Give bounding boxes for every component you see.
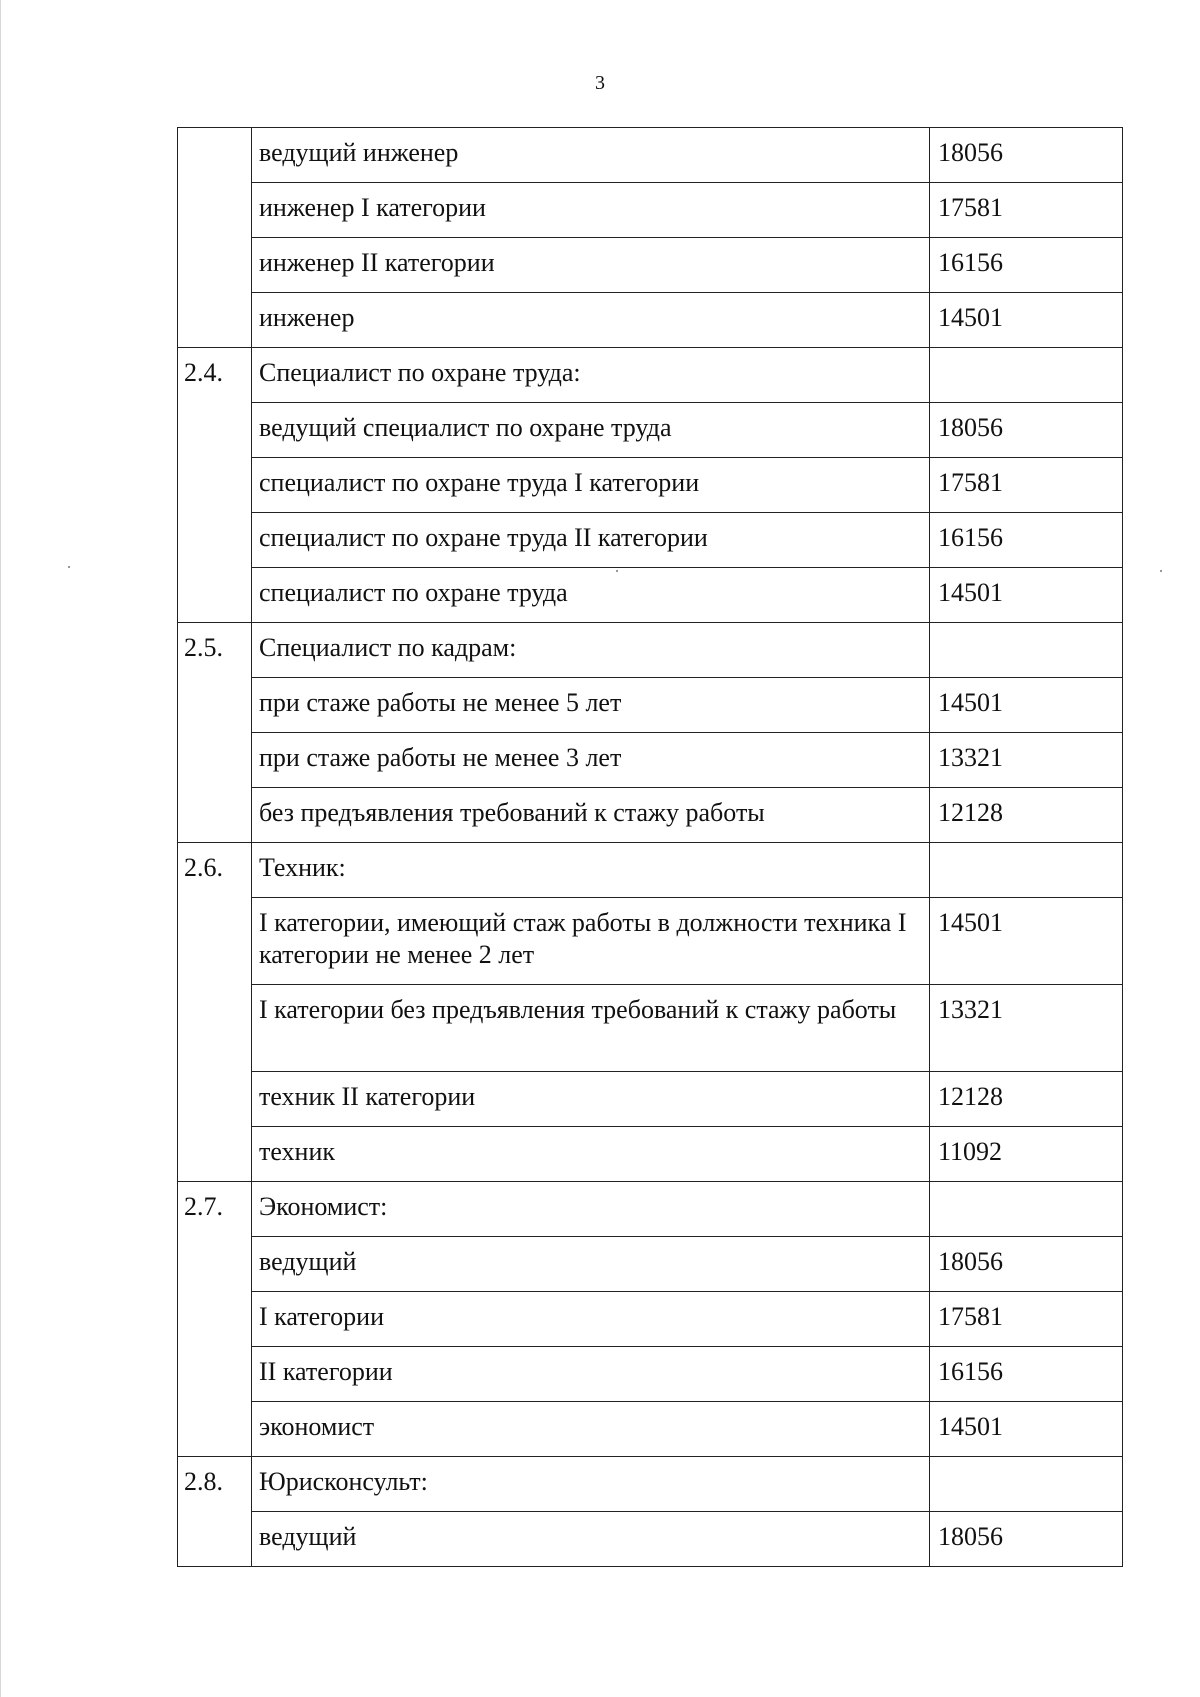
table-row	[178, 403, 1123, 458]
position-name: техник	[252, 1127, 930, 1182]
salary-value	[930, 843, 1123, 898]
salary-value: 13321	[930, 733, 1123, 788]
salary-value: 11092	[930, 1127, 1123, 1182]
position-name: I категории	[252, 1292, 930, 1347]
salary-value: 14501	[930, 293, 1123, 348]
salary-value: 18056	[930, 1512, 1123, 1567]
section-number: 2.4.	[178, 348, 252, 623]
salary-value: 12128	[930, 1072, 1123, 1127]
position-name: инженер II категории	[252, 238, 930, 293]
section-title: Экономист:	[252, 1182, 930, 1237]
table-row	[178, 513, 1123, 568]
salary-value	[930, 1457, 1123, 1512]
position-name: экономист	[252, 1402, 930, 1457]
position-name: ведущий специалист по охране труда	[252, 403, 930, 458]
table-row	[178, 238, 1123, 293]
salary-value	[930, 348, 1123, 403]
position-name: ведущий	[252, 1237, 930, 1292]
table-row	[178, 1237, 1123, 1292]
salary-value: 14501	[930, 898, 1123, 985]
position-name: I категории без предъявления требований к стажу работы	[252, 985, 930, 1072]
salary-value	[930, 623, 1123, 678]
table-row	[178, 1127, 1123, 1182]
salary-value: 17581	[930, 183, 1123, 238]
scan-speck	[616, 570, 618, 572]
table-row	[178, 458, 1123, 513]
table-row	[178, 678, 1123, 733]
salary-value: 14501	[930, 678, 1123, 733]
position-name: техник II категории	[252, 1072, 930, 1127]
section-title: Техник:	[252, 843, 930, 898]
position-name: ведущий	[252, 1512, 930, 1567]
scan-speck	[68, 566, 70, 568]
table-row	[178, 183, 1123, 238]
salary-value: 16156	[930, 1347, 1123, 1402]
section-title: Юрисконсульт:	[252, 1457, 930, 1512]
section-number: 2.7.	[178, 1182, 252, 1457]
salary-table	[177, 127, 1123, 1567]
table-row	[178, 348, 1123, 403]
section-title: Специалист по охране труда:	[252, 348, 930, 403]
salary-value	[930, 1182, 1123, 1237]
salary-value: 13321	[930, 985, 1123, 1072]
position-name: при стаже работы не менее 3 лет	[252, 733, 930, 788]
position-name: инженер I категории	[252, 183, 930, 238]
position-name: при стаже работы не менее 5 лет	[252, 678, 930, 733]
table-row	[178, 843, 1123, 898]
table-row	[178, 788, 1123, 843]
page-number: 3	[595, 72, 605, 94]
section-number: 2.5.	[178, 623, 252, 843]
salary-value: 14501	[930, 1402, 1123, 1457]
table-row	[178, 985, 1123, 1072]
scan-speck	[1160, 570, 1162, 572]
table-row	[178, 1512, 1123, 1567]
salary-value: 18056	[930, 1237, 1123, 1292]
salary-value: 12128	[930, 788, 1123, 843]
salary-value: 17581	[930, 1292, 1123, 1347]
salary-value: 17581	[930, 458, 1123, 513]
section-number: 2.8.	[178, 1457, 252, 1567]
position-name: без предъявления требований к стажу работы	[252, 788, 930, 843]
salary-value: 16156	[930, 238, 1123, 293]
row-number	[178, 128, 252, 348]
position-name: инженер	[252, 293, 930, 348]
table-row	[178, 1347, 1123, 1402]
table-row	[178, 1072, 1123, 1127]
table-row	[178, 1292, 1123, 1347]
table-row	[178, 898, 1123, 985]
salary-value: 14501	[930, 568, 1123, 623]
table-row	[178, 623, 1123, 678]
salary-value: 18056	[930, 403, 1123, 458]
table-row	[178, 128, 1123, 183]
position-name: II категории	[252, 1347, 930, 1402]
section-number: 2.6.	[178, 843, 252, 1182]
position-name: специалист по охране труда I категории	[252, 458, 930, 513]
scan-edge	[0, 0, 1, 1697]
position-name: специалист по охране труда	[252, 568, 930, 623]
table-row	[178, 568, 1123, 623]
table-row	[178, 1402, 1123, 1457]
table-row	[178, 1182, 1123, 1237]
position-name: ведущий инженер	[252, 128, 930, 183]
table-row	[178, 733, 1123, 788]
salary-value: 16156	[930, 513, 1123, 568]
section-title: Специалист по кадрам:	[252, 623, 930, 678]
table-row	[178, 293, 1123, 348]
salary-value: 18056	[930, 128, 1123, 183]
position-name: I категории, имеющий стаж работы в должности техника I категории не менее 2 лет	[252, 898, 930, 985]
table-row	[178, 1457, 1123, 1512]
position-name: специалист по охране труда II категории	[252, 513, 930, 568]
